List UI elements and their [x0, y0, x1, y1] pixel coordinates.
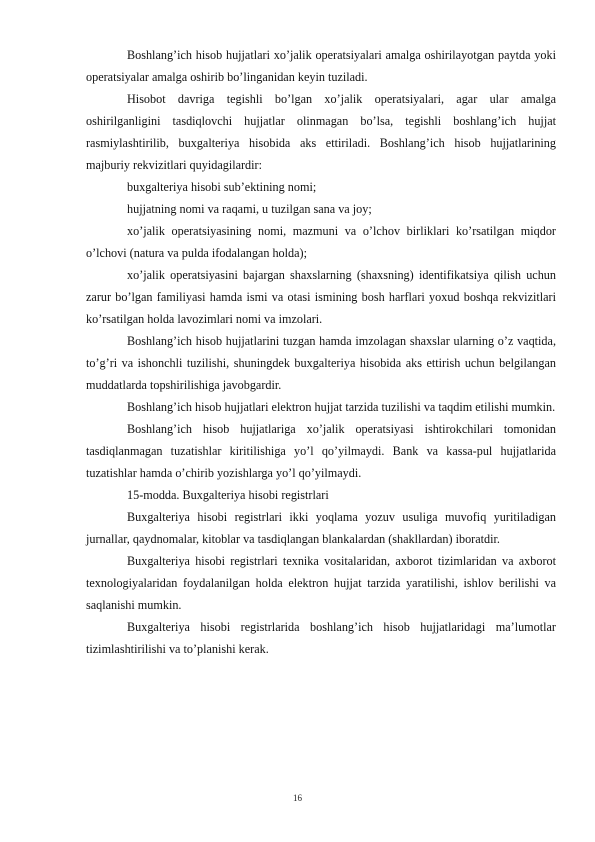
paragraph-registers-definition: Buxgalteriya hisobi registrlari ikki yoqlama yozuv usuliga muvofiq yuritiladigan jurnallar, qaydnomalar, kitoblar va tasdiqlangan blankalardan (shakllardan) iboratdir.	[86, 510, 556, 546]
paragraph-electronic-documents: Boshlang’ich hisob hujjatlari elektron hujjat tarzida tuzilishi va taqdim etilishi mumkin.	[127, 400, 556, 414]
paragraph-responsibility: Boshlang’ich hisob hujjatlarini tuzgan hamda imzolagan shaxslar ularning o’z vaqtida, to’g’ri va ishonchli tuzilishi, shuningdek buxgalteriya hisobida aks ettirish uchun belgilangan muddatlarda topshirilishiga javobgardir.	[86, 334, 556, 392]
document-body	[86, 44, 556, 660]
list-item-entity-name: buxgalteriya hisobi sub’ektining nomi;	[127, 180, 317, 194]
paragraph-corrections: Boshlang’ich hisob hujjatlariga xo’jalik operatsiyasi ishtirokchilari tomonidan tasdiqlanmagan tuzatishlar kiritilishiga yo’l qo’yilmaydi. Bank va kassa-pul hujjatlarida tuzatishlar hamda o’chirib yozishlarga yo’l qo’yilmaydi.	[86, 422, 556, 480]
list-item-responsible-persons: xo’jalik operatsiyasini bajargan shaxslarning (shaxsning) identifikatsiya qilish uchun zarur bo’lgan familiyasi hamda ismi va otasi ismining bosh harflari yoxud boshqa rekvizitlari ko’rsatilgan holda lavozimlari nomi va imzolari.	[86, 268, 556, 326]
paragraph-registers-systematization: Buxgalteriya hisobi registrlarida boshlang’ich hisob hujjatlaridagi ma’lumotlar tizimlashtirilishi va to’planishi kerak.	[86, 620, 556, 656]
paragraph-registers-electronic: Buxgalteriya hisobi registrlari texnika vositalaridan, axborot tizimlaridan va axborot texnologiyalaridan foydalanilgan holda elektron hujjat tarzida yaratilishi, ishlov berilishi va saqlanishi mumkin.	[86, 554, 556, 612]
page-number: 16	[293, 793, 302, 803]
paragraph-reporting-period: Hisobot davriga tegishli bo’lgan xo’jalik operatsiyalari, agar ular amalga oshirilganligini tasdiqlovchi hujjatlar olinmagan bo’lsa, tegishli boshlang’ich hujjat rasmiylashtirilib, buxgalteriya hisobida aks ettiriladi. Boshlang’ich hisob hujjatlarining majburiy rekvizitlari quyidagilardir:	[86, 92, 556, 172]
paragraph-document-timing: Boshlang’ich hisob hujjatlari xo’jalik operatsiyalari amalga oshirilayotgan paytda yoki operatsiyalar amalga oshirib bo’linganidan keyin tuziladi.	[86, 48, 556, 84]
list-item-operation-content: xo’jalik operatsiyasining nomi, mazmuni va o’lchov birliklari ko’rsatilgan miqdor o’lchovi (natura va pulda ifodalangan holda);	[86, 224, 556, 260]
article-heading: 15-modda. Buxgalteriya hisobi registrlari	[127, 488, 329, 502]
list-item-document-name: hujjatning nomi va raqami, u tuzilgan sana va joy;	[127, 202, 372, 216]
